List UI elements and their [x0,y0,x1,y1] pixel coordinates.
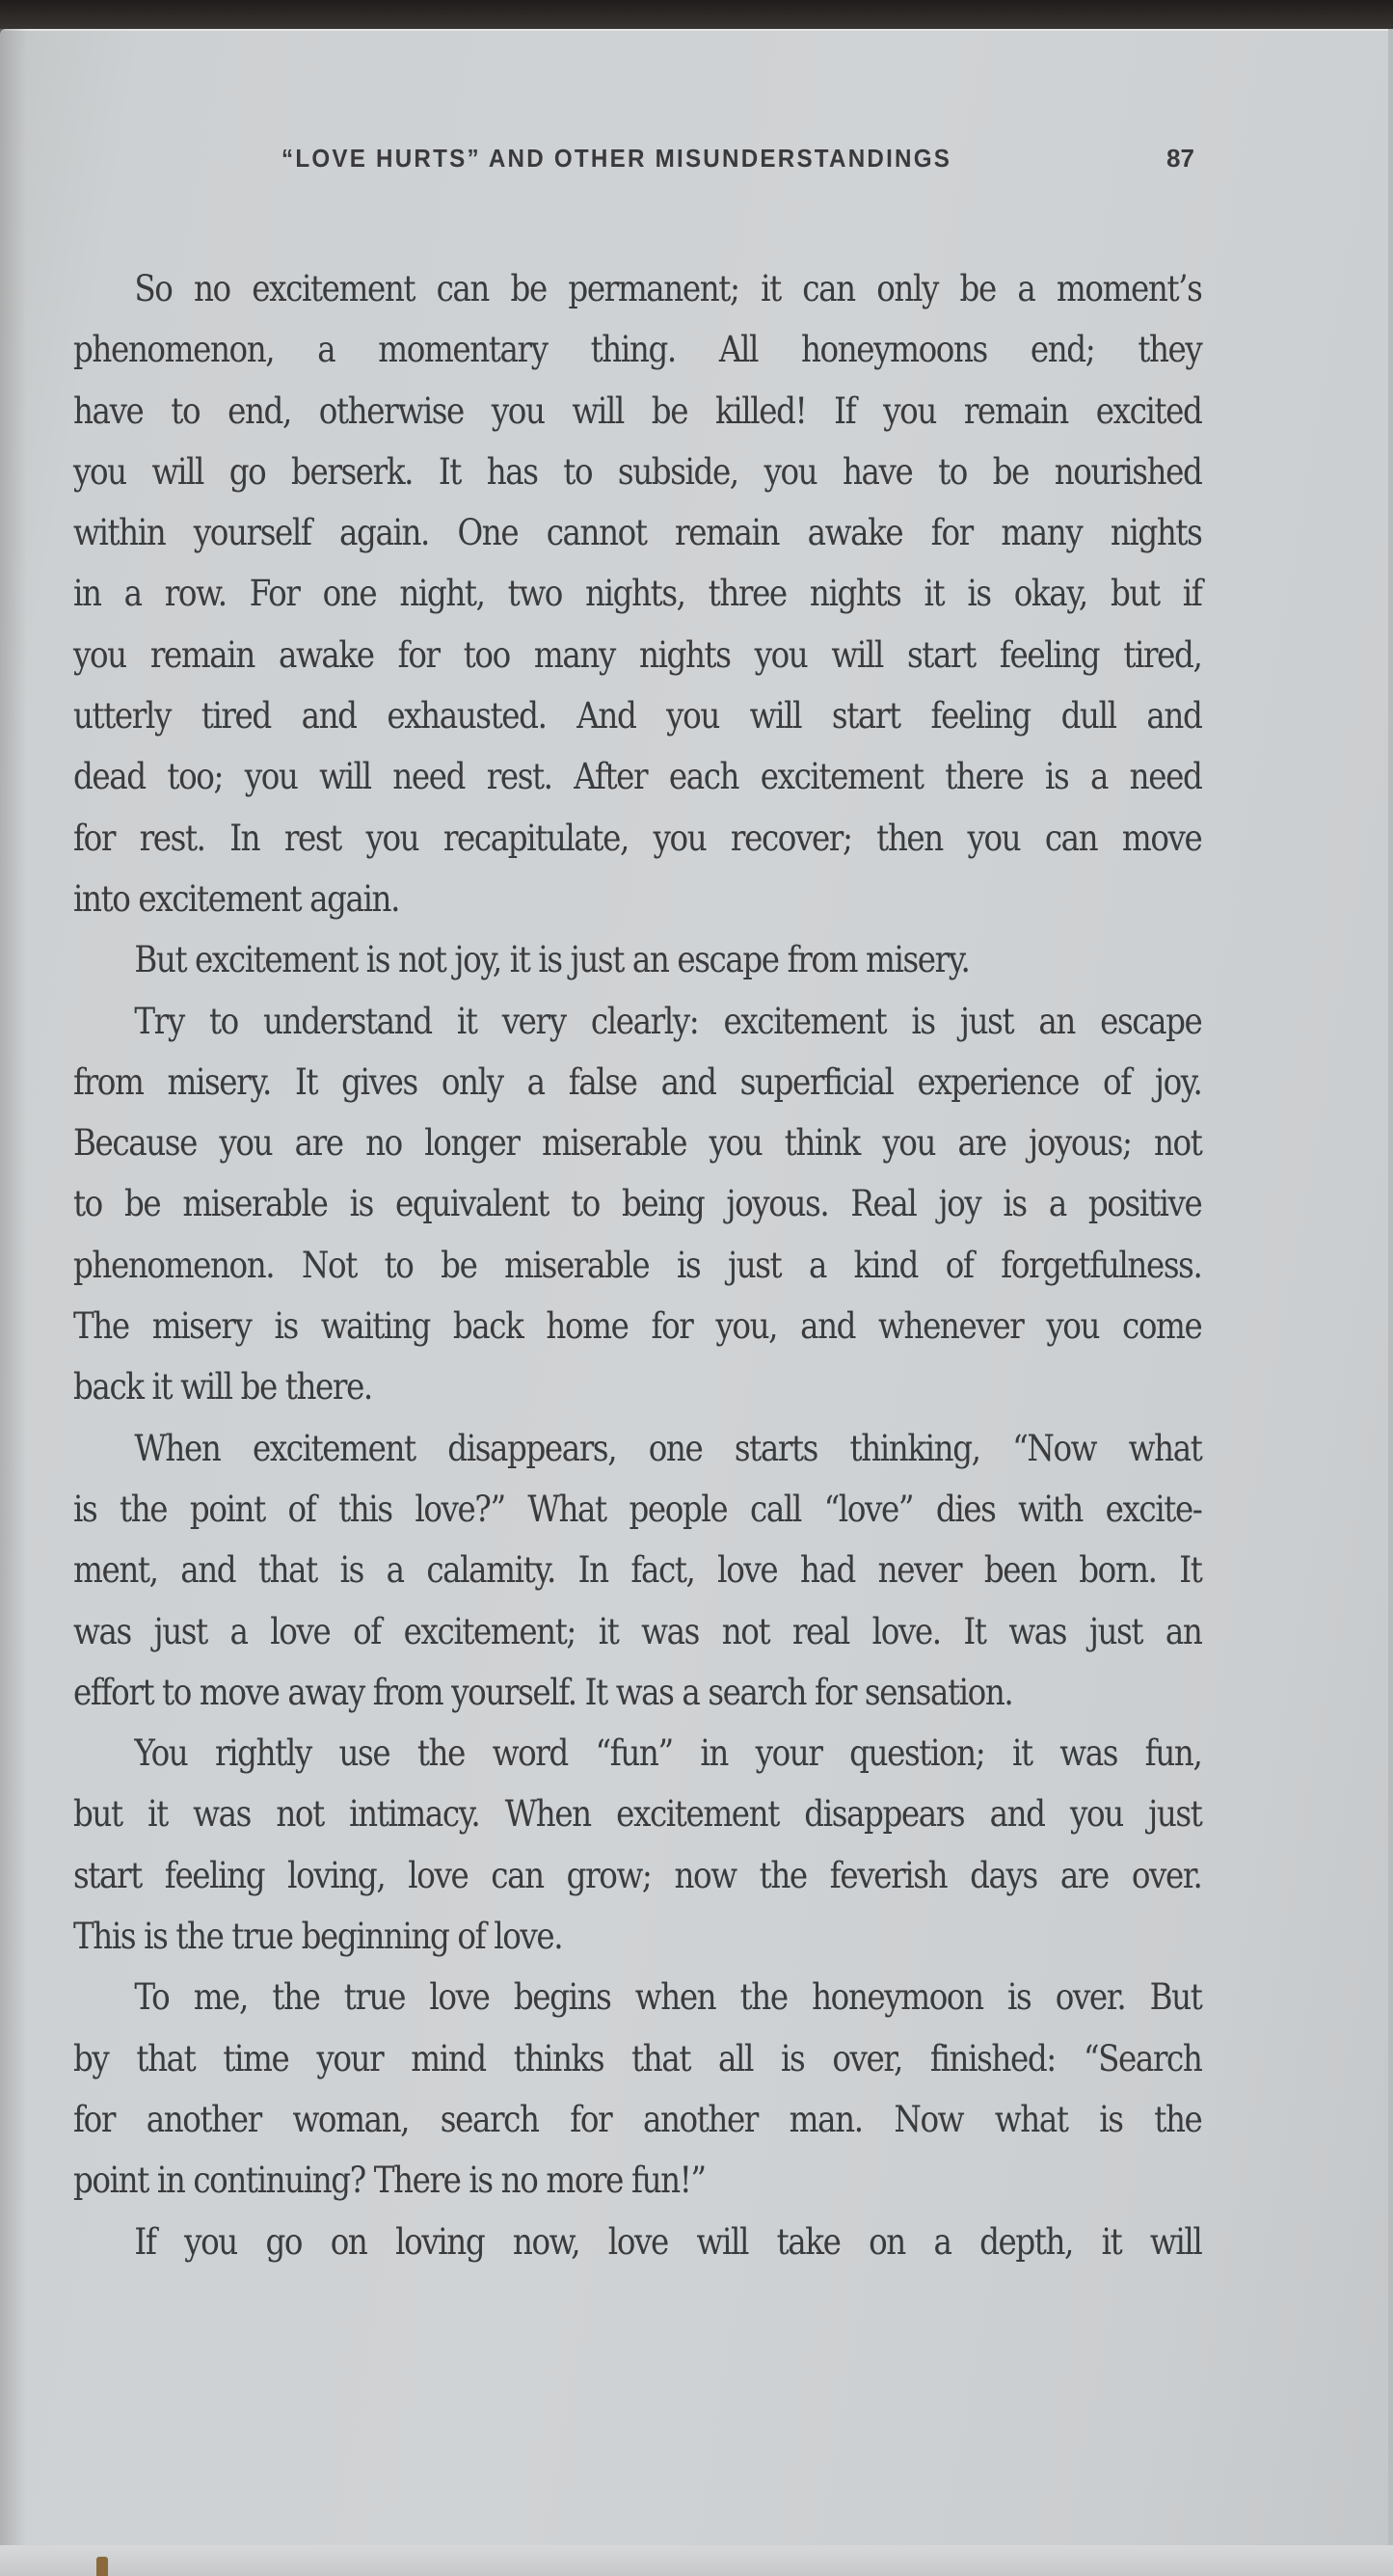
text-line: phenomenon. Not to be miserable is just a kind of forgetfulness. [73,1244,1202,1286]
text-line: Try to understand it very clearly: excitement is just an escape [134,1000,1202,1042]
text-line: phenomenon, a momentary thing. All honeymoons end; they [73,329,1202,371]
running-title: “LOVE HURTS” AND OTHER MISUNDERSTANDINGS [281,143,952,173]
text-line: ment, and that is a calamity. In fact, love had never been born. It [73,1549,1202,1592]
text-line: This is the true beginning of love. [73,1916,563,1958]
page-gutter-shadow [0,29,27,2547]
text-line: To me, the true love begins when the honeymoon is over. But [134,1976,1202,2019]
text-line: have to end, otherwise you will be killed! If you remain excited [73,389,1202,432]
text-line: by that time your mind thinks that all is over, finished: “Search [73,2037,1202,2080]
text-line: from misery. It gives only a false and superficial experience of joy. [73,1060,1202,1103]
text-line: for another woman, search for another man. Now what is the [73,2098,1202,2140]
page-number: 87 [1166,144,1194,173]
text-line: to be miserable is equivalent to being joyous. Real joy is a positive [73,1183,1202,1225]
text-line: You rightly use the word “fun” in your question; it was fun, [134,1732,1202,1775]
page-edge [1388,29,1393,2547]
text-line: within yourself again. One cannot remain awake for many nights [73,512,1202,554]
text-line: If you go on loving now, love will take on a depth, it will [134,2220,1202,2263]
bottom-mark [96,2557,108,2576]
text-line: you remain awake for too many nights you will start feeling tired, [73,633,1202,676]
text-line: is the point of this love?” What people call “love” dies with excite- [73,1488,1202,1530]
text-line: start feeling loving, love can grow; now the feverish days are over. [73,1854,1202,1896]
text-line: point in continuing? There is no more fun!” [73,2160,706,2202]
text-line: back it will be there. [73,1366,372,1409]
text-line: The misery is waiting back home for you, and whenever you come [73,1305,1202,1348]
text-line: utterly tired and exhausted. And you will start feeling dull and [73,695,1202,738]
text-line: in a row. For one night, two nights, three nights it is okay, but if [73,573,1202,615]
text-line: But excitement is not joy, it is just an escape from misery. [134,939,970,981]
body-text [73,258,1201,2272]
text-line: into excitement again. [73,877,400,920]
page-bottom-edge [0,2545,1393,2576]
text-line: you will go berserk. It has to subside, you have to be nourished [73,450,1202,493]
running-header [281,139,1207,177]
text-line: was just a love of excitement; it was not real love. It was just an [73,1610,1202,1652]
background-surface [0,0,1393,31]
text-line: for rest. In rest you recapitulate, you recover; then you can move [73,817,1202,859]
text-line: Because you are no longer miserable you think you are joyous; not [73,1122,1202,1165]
text-line: So no excitement can be permanent; it can only be a moment’s [134,268,1202,309]
text-line: but it was not intimacy. When excitement disappears and you just [73,1793,1202,1836]
text-line: dead too; you will need rest. After each excitement there is a need [73,756,1202,798]
text-line: effort to move away from yourself. It was a search for sensation. [73,1671,1013,1713]
text-line: When excitement disappears, one starts thinking, “Now what [134,1427,1202,1469]
